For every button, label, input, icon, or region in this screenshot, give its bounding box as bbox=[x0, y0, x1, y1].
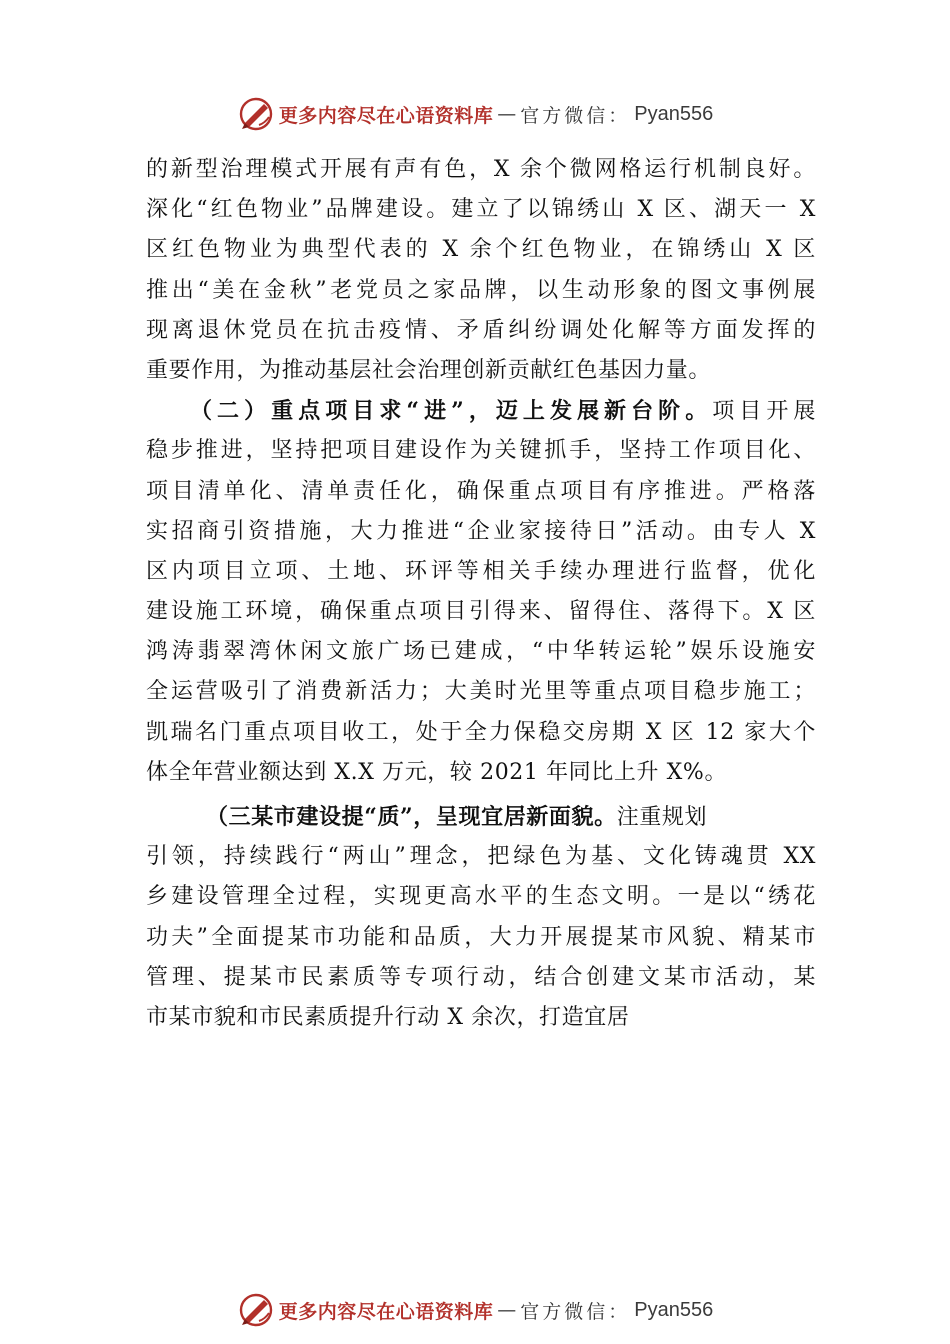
text-line: 功夫”全面提某市功能和品质，大力开展提某市风貌、精某市 bbox=[146, 924, 816, 950]
text-line: 鸿涛翡翠湾休闲文旅广场已建成，“中华转运轮”娱乐设施安 bbox=[146, 639, 816, 665]
section-3-heading: （三某市建设提“质”，呈现宜居新面貌。 bbox=[206, 804, 617, 830]
footer-banner bbox=[0, 1288, 950, 1332]
text-line: 的新型治理模式开展有声有色，X 余个微网格运行机制良好。 bbox=[146, 157, 816, 182]
text-line: 深化“红色物业”品牌建设。建立了以锦绣山 X 区、湖天一 X bbox=[146, 197, 816, 223]
banner-dash: — bbox=[497, 103, 517, 125]
pen-circle-logo-icon bbox=[237, 95, 275, 133]
section-3-first-rest: 注重规划 bbox=[616, 805, 708, 830]
banner-site-name: 更多内容尽在心语资料库 bbox=[278, 1300, 494, 1323]
section-2-first-line bbox=[146, 391, 816, 431]
section-2-first-rest: 项目开展 bbox=[712, 399, 816, 425]
text-line: 项目清单化、清单责任化，确保重点项目有序推进。严格落 bbox=[146, 478, 816, 504]
text-line: 乡建设管理全过程，实现更高水平的生态文明。一是以“绣花 bbox=[146, 884, 816, 910]
text-line: 建设施工环境，确保重点项目引得来、留得住、落得下。X 区 bbox=[146, 599, 816, 625]
text-line: 推出“美在金秋”老党员之家品牌，以生动形象的图文事例展 bbox=[146, 277, 816, 303]
section-3-first-line bbox=[146, 797, 816, 837]
text-line: 全运营吸引了消费新活力；大美时光里等重点项目稳步施工； bbox=[146, 679, 816, 705]
text-line: 引领，持续践行“两山”理念，把绿色为基、文化铸魂贯 XX bbox=[146, 844, 816, 870]
text-line: 现离退休党员在抗击疫情、矛盾纠纷调处化解等方面发挥的 bbox=[146, 317, 816, 343]
text-line: 市某市貌和市民素质提升行动 X 余次，打造宜居 bbox=[146, 1004, 630, 1030]
text-line: 凯瑞名门重点项目收工，处于全力保稳交房期 X 区 12 家大个 bbox=[146, 719, 816, 745]
text-line: 稳步推进，坚持把项目建设作为关键抓手，坚持工作项目化、 bbox=[146, 438, 816, 464]
header-banner bbox=[0, 92, 950, 136]
banner-wechat-label: 官方微信： bbox=[520, 104, 631, 127]
text-line: 管理、提某市民素质等专项行动，结合创建文某市活动，某 bbox=[146, 964, 816, 990]
banner-wechat-id: Pyan556 bbox=[634, 102, 714, 125]
text-line: 重要作用，为推动基层社会治理创新贡献红色基因力量。 bbox=[146, 357, 712, 383]
text-line: 区红色物业为典型代表的 X 余个红色物业，在锦绣山 X 区 bbox=[146, 237, 816, 263]
text-line: 实招商引资措施，大力推进“企业家接待日”活动。由专人 X bbox=[146, 518, 816, 544]
text-line: 区内项目立项、土地、环评等相关手续办理进行监督，优化 bbox=[146, 558, 816, 584]
text-line: 体全年营业额达到 X.X 万元，较 2021 年同比上升 X%。 bbox=[146, 759, 728, 785]
section-2-heading: （二）重点项目求“进”，迈上发展新台阶。 bbox=[190, 398, 713, 425]
banner-wechat-id: Pyan556 bbox=[634, 1298, 714, 1321]
banner-wechat-label: 官方微信： bbox=[520, 1300, 631, 1323]
banner-site-name: 更多内容尽在心语资料库 bbox=[278, 104, 494, 127]
pen-circle-logo-icon bbox=[237, 1291, 275, 1329]
banner-dash: — bbox=[497, 1299, 517, 1321]
document-body bbox=[146, 150, 816, 1038]
